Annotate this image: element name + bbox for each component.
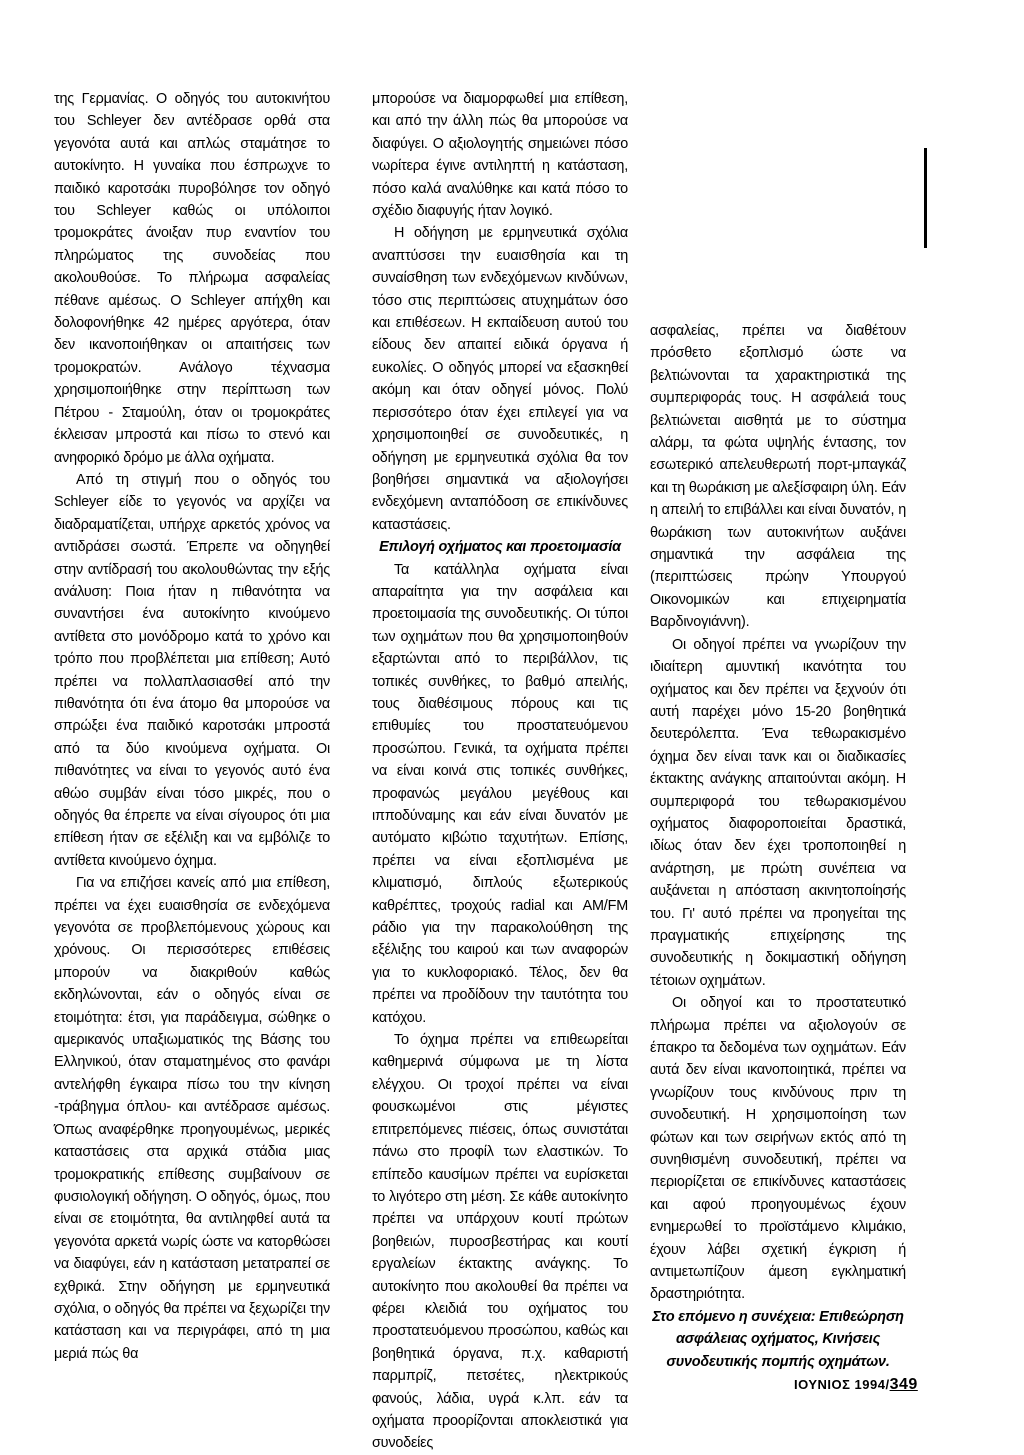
paragraph: Οι οδηγοί πρέπει να γνωρίζουν την ιδιαίτερη αμυντική ικανότητα του οχήματος και δεν πρέπει να ξεχνούν ότι αυτή παρέχει μόνο 15-20 βοηθητικά δευτερόλεπτα. Ένα τεθωρακισμένο όχημα δεν είναι τανκ και οι διαδικασίες έκτακτης ανάγκης απαιτούνται ακόμη. Η συμπεριφορά του τεθωρακισμένου οχήματος διαφοροποιείται δραστικά, ιδίως όταν δεν έχει τροποποιηθεί η ανάρτηση, με πρώτη συνέπεια να αυξάνεται η απόσταση ακινητοποίησής του. Γι' αυτό πρέπει να προηγείται της πραγματικής επιχείρησης της συνοδευτικής η δοκιμαστική οδήγηση τέτοιων οχημάτων. [650, 636, 906, 989]
paragraph: μπορούσε να διαμορφωθεί μια επίθεση, και από την άλλη πώς θα μπορούσε να διαφύγει. Ο αξιολογητής σημειώνει πόσο νωρίτερα έγινε αντιληπτή η κατάσταση, πόσο καλά αναλύθηκε και κατά πόσο το σχέδιο διαφυγής ήταν λογικό. [372, 91, 628, 220]
paragraph: Για να επιζήσει κανείς από μια επίθεση, πρέπει να έχει ευαισθησία σε ενδεχόμενα γεγονότα σε προβλεπόμενους χώρους και χρόνους. Οι περισσότερες επιθέσεις μπορούν να διακριθούν καθώς εκδηλώνονται, εάν ο οδηγός είναι σε ετοιμότητα: έτσι, για παράδειγμα, σώθηκε ο αμερικανός υπαξιωματικός της Βάσης του Ελληνικού, όταν σταματημένος στο φανάρι αντελήφθη έγκαιρα πίσω του την κίνηση -τράβηγμα όπλου- και αντέδρασε αμέσως. Όπως αναφέρθηκε προηγουμένως, μερικές καταστάσεις στα αρχικά στάδια μιας τρομοκρατικής επίθεσης συμβαίνουν σε φυσιολογική οδήγηση. Ο οδηγός, όμως, που είναι σε ετοιμότητα, θα αντιληφθεί αυτά τα γεγονότα αρκετά νωρίς ώστε να κατορθώσει να διαφύγει, εάν η κατάσταση μετατραπεί σε εχθρικά. Στην οδήγηση με ερμηνευτικά σχόλια, ο οδηγός θα πρέπει να ξεχωρίζει την κατάσταση και να περιγράφει, από τη μια μεριά πώς θα [54, 875, 330, 1362]
paragraph: Οι οδηγοί και το προστατευτικό πλήρωμα πρέπει να αξιολογούν σε έπακρο τα δεδομένα των οχημάτων. Εάν αυτά δεν είναι ικανοποιητικά, πρέπει να γνωρίζουν τους κινδύνους πριν τη συνοδευτική. Η χρησιμοποίηση των φώτων και των σειρήνων εκτός από τη συνηθισμένη συνοδευτική, πρέπει να περιορίζεται σε επικίνδυνες καταστάσεις και αφού προηγουμένως έχουν ενημερωθεί το προϊστάμενο κλιμάκιο, έχουν λάβει σχετική έγκριση ή αντιμετωπίζουν άμεση εγκληματική δραστηριότητα. [650, 995, 906, 1303]
paragraph: Το όχημα πρέπει να επιθεωρείται καθημερινά σύμφωνα με τη λίστα ελέγχου. Οι τροχοί πρέπει να είναι φουσκωμένοι στις μέγιστες επιτρεπόμενες πιέσεις, όπως συνιστάται πάνω στο προφίλ των ελαστικών. Το επίπεδο καυσίμων πρέπει να ευρίσκεται το λιγότερο στη μέση. Σε κάθε αυτοκίνητο πρέπει να υπάρχουν κουτί πρώτων βοηθειών, πυροσβεστήρας και κουτί εργαλείων έκτακτης ανάγκης. Το αυτοκίνητο που ακολουθεί θα πρέπει να φέρει κλειδιά του οχήματος του προστατευόμενου προσώπου, καθώς και βοηθητικά όργανα, π.χ. καθαριστή παρμπρίζ, πετσέτες, ηλεκτρικούς φανούς, λάδια, υγρά κ.λπ. εάν τα οχήματα προορίζονται αποκλειστικά για συνοδείες [372, 1032, 628, 1452]
text-column-3 [650, 320, 906, 1373]
page-footer [794, 1376, 918, 1394]
text-column-2 [372, 88, 628, 1455]
paragraph: ασφαλείας, πρέπει να διαθέτουν πρόσθετο εξοπλισμό ώστε να βελτιώνονται τα χαρακτηριστικά της συμπεριφοράς τους. Η ασφάλειά τους βελτιώνεται αισθητά με το σύστημα αλάρμ, τα φώτα υψηλής έντασης, τον εσωτερικό απελευθερωτή πορτ-μπαγκάζ και τη θωράκιση με αλεξίσφαιρη ύλη. Εάν η απειλή το επιβάλλει και είναι δυνατόν, η θωράκιση των αυτοκινήτων αυξάνει σημαντικά την ασφάλεια της (περιπτώσεις πρώην Υπουργού Οικονομικών και επιχειρηματία Βαρδινογιάννη). [650, 323, 906, 631]
paragraph: Από τη στιγμή που ο οδηγός του Schleyer είδε το γεγονός να αρχίζει να διαδραματίζεται, υπήρχε αρκετός χρόνος να αντιδράσει σωστά. Έπρεπε να οδηγηθεί στην αντίδρασή του ακολουθώντας την εξής ανάλυση: Ποια ήταν η πιθανότητα να συναντήσει ένα αυτοκίνητο κινούμενο αντίθετα στο μονόδρομο κατά το χρόνο και τρόπο που προβλέπεται μια επίθεση; Αυτό πρέπει να πολλαπλασιασθεί από την πιθανότητα ότι ένα άτομο θα μπορούσε να σπρώξει ένα παιδικό καροτσάκι μπροστά από τα δύο κινούμενα οχήματα. Οι πιθανότητες να είναι το γεγονός αυτό ένα αθώο συμβάν είναι τόσο μικρές, που ο οδηγός θα έπρεπε να είναι σίγουρος ότι μια επίθεση ήταν σε εξέλιξη και να εμβόλιζε το αντίθετα κινούμενο όχημα. [54, 471, 330, 869]
continuation-note: Στο επόμενο η συνέχεια: Επιθεώρηση ασφάλειας οχήματος, Κινήσεις συνοδευτικής πομπής οχημάτων. [652, 1308, 904, 1370]
paragraph: Τα κατάλληλα οχήματα είναι απαραίτητα για την ασφάλεια και προετοιμασία της συνοδευτικής. Οι τύποι των οχημάτων που θα χρησιμοποιηθούν εξαρτώνται από το περιβάλλον, τις τοπικές συνθήκες, το βαθμό απειλής, τους διαθέσιμους πόρους και τις επιθυμίες του προστατευόμενου προσώπου. Γενικά, τα οχήματα πρέπει να είναι κοινά στις τοπικές συνθήκες, προφανώς μεγάλου μεγέθους και ιπποδύναμης και εάν είναι δυνατόν με αυτόματο κιβώτιο ταχυτήτων. Επίσης, πρέπει να είναι εξοπλισμένα με κλιματισμό, διπλούς εξωτερικούς καθρέπτες, τροχούς radial και AM/FM ράδιο για την παρακολούθηση της εξέλιξης του καιρού και των αναφορών για το κυκλοφοριακό. Τέλος, δεν θα πρέπει να προδίδουν την ταυτότητα του κατόχου. [372, 561, 628, 1026]
paragraph: της Γερμανίας. Ο οδηγός του αυτοκινήτου του Schleyer δεν αντέδρασε ορθά στα γεγονότα αυτά και απλώς σταμάτησε το αυτοκίνητο. Η γυναίκα που έσπρωχνε το παιδικό καροτσάκι πυροβόλησε τον οδηγό του Schleyer καθώς οι υπόλοιποι τρομοκράτες άνοιξαν πυρ εναντίον του πληρώματος της συνοδείας που ακολουθούσε. Το πλήρωμα ασφαλείας πέθανε αμέσως. Ο Schleyer απήχθη και δολοφονήθηκε 42 ημέρες αργότερα, όταν δεν ικανοποιήθηκαν οι απαιτήσεις των τρομοκρατών. Ανάλογο τέχνασμα χρησιμοποιήθηκε στην περίπτωση των Πέτρου - Σταμούλη, όταν οι τρομοκράτες έκλεισαν μπροστά και πίσω το στενό και ανηφορικό δρόμο με άλλα οχήματα. [54, 91, 330, 466]
margin-rule [924, 148, 927, 248]
paragraph: Η οδήγηση με ερμηνευτικά σχόλια αναπτύσσει την ευαισθησία και τη συναίσθηση των ενδεχόμενων κινδύνων, τόσο στις περιπτώσεις ατυχημάτων όσο και επιθέσεων. Η εκπαίδευση αυτού του είδους δεν απαιτεί ειδικά όργανα ή ευκολίες. Ο οδηγός μπορεί να εξασκηθεί ακόμη και όταν οδηγεί μόνος. Πολύ περισσότερο όταν έχει επιλεγεί για να χρησιμοποιηθεί σε συνοδευτικές, η οδήγηση με ερμηνευτικά σχόλια θα τον βοηθήσει σημαντικά να αξιολογήσει ενδεχόμενη ανταπόδοση σε επικίνδυνες καταστάσεις. [372, 225, 628, 533]
text-column-1 [54, 88, 330, 1365]
page-number: 349 [889, 1376, 918, 1393]
section-heading: Επιλογή οχήματος και προετοιμασία [379, 539, 621, 556]
issue-date: ΙΟΥΝΙΟΣ 1994/ [794, 1377, 890, 1392]
